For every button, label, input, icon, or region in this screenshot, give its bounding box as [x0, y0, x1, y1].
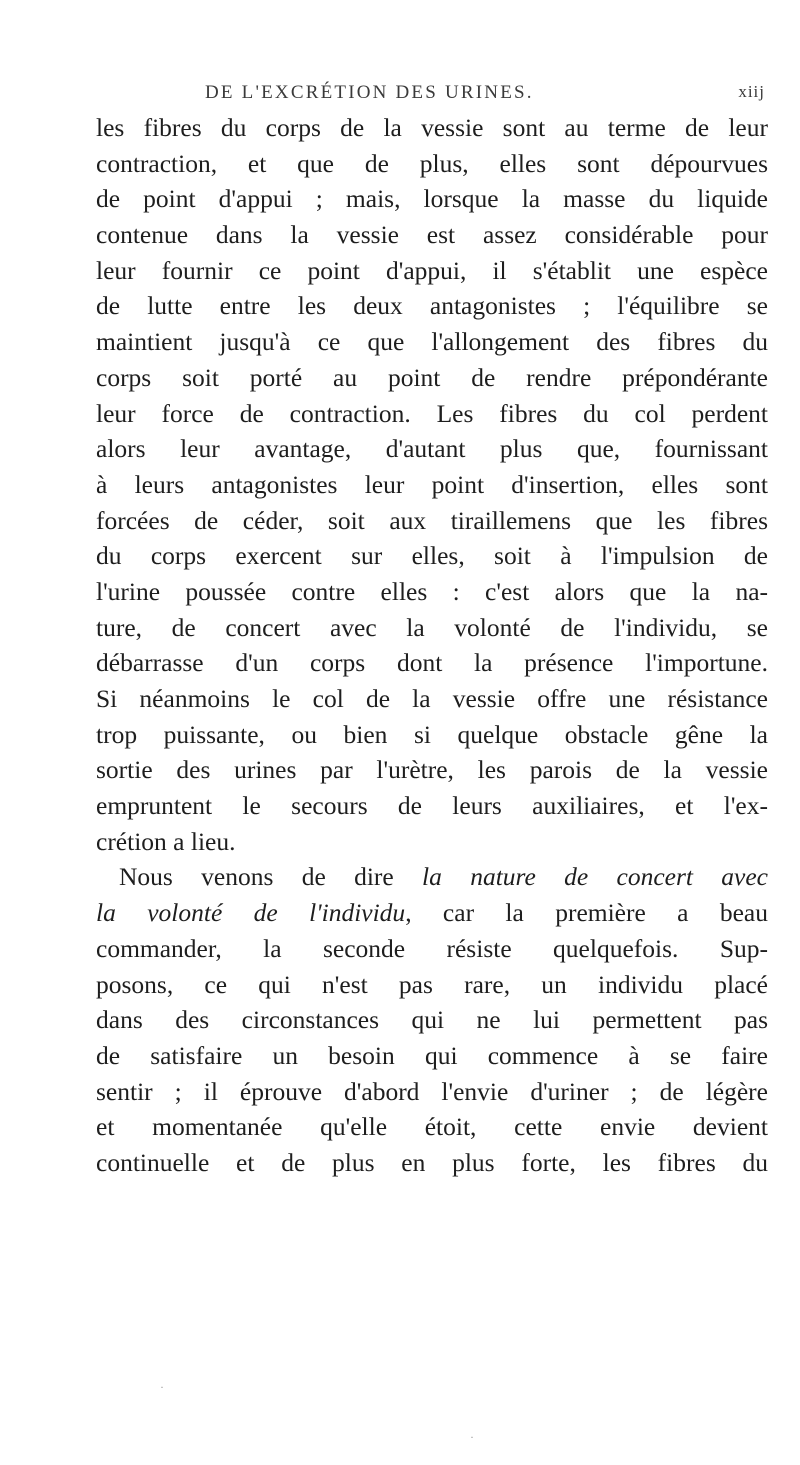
ink-speck: ·: [470, 1430, 474, 1444]
text-segment: crétion a lieu.: [96, 826, 236, 856]
text-segment: de satisfaire un besoin qui commence à se faire: [96, 1040, 768, 1070]
text-line: [96, 967, 768, 1003]
text-line: [96, 1074, 768, 1110]
text-segment: sentir ; il éprouve d'abord l'envie d'uriner ; de légère: [96, 1076, 768, 1106]
text-segment: continuelle et de plus en plus forte, les fibres du: [96, 1147, 768, 1177]
text-segment: leur force de contraction. Les fibres du col perdent: [96, 398, 768, 428]
text-line: [96, 467, 768, 503]
text-line: [96, 431, 768, 467]
text-line: [96, 1145, 768, 1181]
text-segment: contenue dans la vessie est assez considérable pour: [96, 220, 768, 250]
text-segment: maintient jusqu'à ce que l'allongement des fibres du: [96, 327, 768, 357]
text-line: [96, 360, 768, 396]
text-line: [96, 645, 768, 681]
text-line: [96, 681, 768, 717]
text-segment: de point d'appui ; mais, lorsque la masse du liquide: [96, 184, 768, 214]
text-line: [96, 503, 768, 539]
running-head: [205, 82, 765, 112]
text-segment: Si néanmoins le col de la vessie offre une résistance: [96, 684, 768, 713]
text-line: [96, 146, 768, 182]
running-title: DE L'EXCRÉTION DES URINES.: [205, 82, 534, 103]
text-segment: , car la première a beau: [405, 898, 769, 928]
text-line: [96, 253, 768, 289]
italic-text-segment: la volonté de l'individu: [96, 898, 406, 928]
text-segment: empruntent le secours de leurs auxiliaires, et l'ex-: [96, 791, 768, 821]
text-line: [96, 1002, 768, 1038]
text-segment: leur fournir ce point d'appui, il s'établit une espèce: [96, 255, 768, 285]
text-segment: dans des circonstances qui ne lui permettent pas: [96, 1005, 768, 1035]
text-line: [96, 181, 768, 217]
text-segment: et momentanée qu'elle étoit, cette envie devient: [96, 1112, 768, 1142]
text-line: [96, 396, 768, 432]
text-segment: Nous venons de dire: [119, 862, 423, 892]
ink-speck: ·: [160, 1380, 164, 1394]
text-segment: l'urine poussée contre elles : c'est alors que la na-: [96, 576, 768, 606]
text-line: [96, 324, 768, 360]
text-line: [96, 288, 768, 324]
text-line: [96, 931, 768, 967]
text-line: [96, 752, 768, 788]
text-line: [96, 538, 768, 574]
text-line: [96, 1038, 768, 1074]
text-segment: forcées de céder, soit aux tiraillemens que les fibres: [96, 505, 768, 535]
text-line: [96, 110, 768, 146]
text-segment: trop puissante, ou bien si quelque obstacle gêne la: [96, 719, 768, 749]
page-number: xiij: [738, 82, 765, 101]
text-segment: alors leur avantage, d'autant plus que, fournissant: [96, 434, 768, 464]
text-segment: sortie des urines par l'urètre, les parois de la vessie: [96, 755, 768, 785]
text-line: [96, 610, 768, 646]
text-segment: débarrasse d'un corps dont la présence l'importune.: [96, 648, 768, 678]
text-segment: corps soit porté au point de rendre prépondérante: [96, 362, 768, 392]
text-segment: contraction, et que de plus, elles sont dépourvues: [96, 148, 768, 178]
text-segment: de lutte entre les deux antagonistes ; l'équilibre se: [96, 291, 768, 321]
text-line: [96, 788, 768, 824]
text-line: [96, 895, 768, 931]
text-segment: commander, la seconde résiste quelquefois. Sup-: [96, 933, 768, 963]
text-line: [96, 574, 768, 610]
text-segment: les fibres du corps de la vessie sont au terme de leur: [96, 113, 768, 142]
text-line: [96, 717, 768, 753]
text-segment: du corps exercent sur elles, soit à l'impulsion de: [96, 541, 768, 571]
body-text: [96, 110, 768, 1181]
text-line: [96, 859, 768, 895]
text-segment: ture, de concert avec la volonté de l'individu, se: [96, 612, 768, 642]
text-line: [96, 824, 768, 860]
text-segment: posons, ce qui n'est pas rare, un individu placé: [96, 969, 768, 999]
text-line: [96, 1109, 768, 1145]
text-segment: à leurs antagonistes leur point d'insertion, elles sont: [96, 469, 768, 499]
italic-text-segment: la nature de concert avec: [422, 862, 768, 892]
text-line: [96, 217, 768, 253]
